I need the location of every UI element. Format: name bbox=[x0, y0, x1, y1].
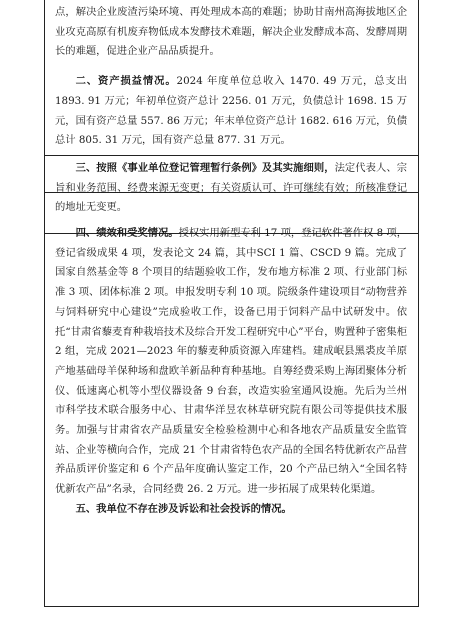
section-body-performance: 授权实用新型专利 17 项，登记软件著作权 8 项，登记省级成果 4 项，发表论文 24 篇，其中SCI 1 篇、CSCD 9 篇。完成了国家自然基金等 8 个项目的结题验收工作，发布地方标准 2 项、行业部门标准 3 项、团体标准 2 项。申报发明专利 10 项。院级条件建设项目“动物营养与饲料研究中心建设”完成验收工作，设备已用于饲料产品中试研发中。依托“甘肃省藜麦育种栽培技术及综合开发工程研究中心”平台，购置种子密集柜 2 组，完成 2021—2023 年的藜麦种质资源入库建档。建成岷县黑裘皮羊原产地基础母羊保种场和盘欧羊新品种育种基地。自筹经费采购上海团聚体分析仪、低速离心机等小型仪器设备 9 台套，改造实验室通风设施。先后为兰州市科学技术联合服务中心、甘肃华洋昱农林草研究院有限公司等提供技术服务。加强与甘肃省农产品质量安全检验检测中心和各地农产品质量安全监管站、企业等横向合作，完成 21 个甘肃省特色农产品的全国名特优新农产品营养品质评价鉴定和 6 个产品年度确认鉴定工作，20 个产品已纳入“全国名特优新农产品”名录，合同经费 26. 2 万元。进一步拓展了成果转化渠道。 bbox=[55, 227, 407, 496]
section-heading-performance: 四、绩效和受奖情况。 bbox=[75, 227, 179, 240]
section-heading-litigation: 五、我单位不存在涉及诉讼和社会投诉的情况。 bbox=[75, 502, 292, 515]
section-heading-asset: 二、资产损益情况。 bbox=[75, 75, 177, 88]
paragraph-registration bbox=[55, 159, 407, 218]
report-body bbox=[55, 3, 407, 520]
paragraph-performance bbox=[55, 224, 407, 500]
paragraph-continuation: 点，解决企业废渣污染环境、再处理成本高的难题；协助甘南州高海拔地区企业攻克高原有机废弃物低成本发酵技术难题，解决企业发酵成本高、发酵周期长的难题，促进企业产品品质提升。 bbox=[55, 6, 407, 58]
section-body-registration: 法定代表人、宗旨和业务范围、经费来源无变更；有关资质认可、许可继续有效；所核准登记的地址无变更。 bbox=[55, 161, 408, 214]
paragraph-asset-status bbox=[55, 72, 407, 151]
section-body-asset: 2024 年度单位总收入 1470. 49 万元，总支出 1893. 91 万元；年初单位资产总计 2256. 01 万元，负债总计 1698. 15 万元，国有资产总量 557. 86 万元；年末单位资产总计 1682. 616 万元，负债总计 805. 31 万元，国有资产总量 877. 31 万元。 bbox=[55, 75, 407, 147]
section-heading-registration: 三、按照《事业单位登记管理暂行条例》及其实施细则， bbox=[75, 161, 335, 174]
